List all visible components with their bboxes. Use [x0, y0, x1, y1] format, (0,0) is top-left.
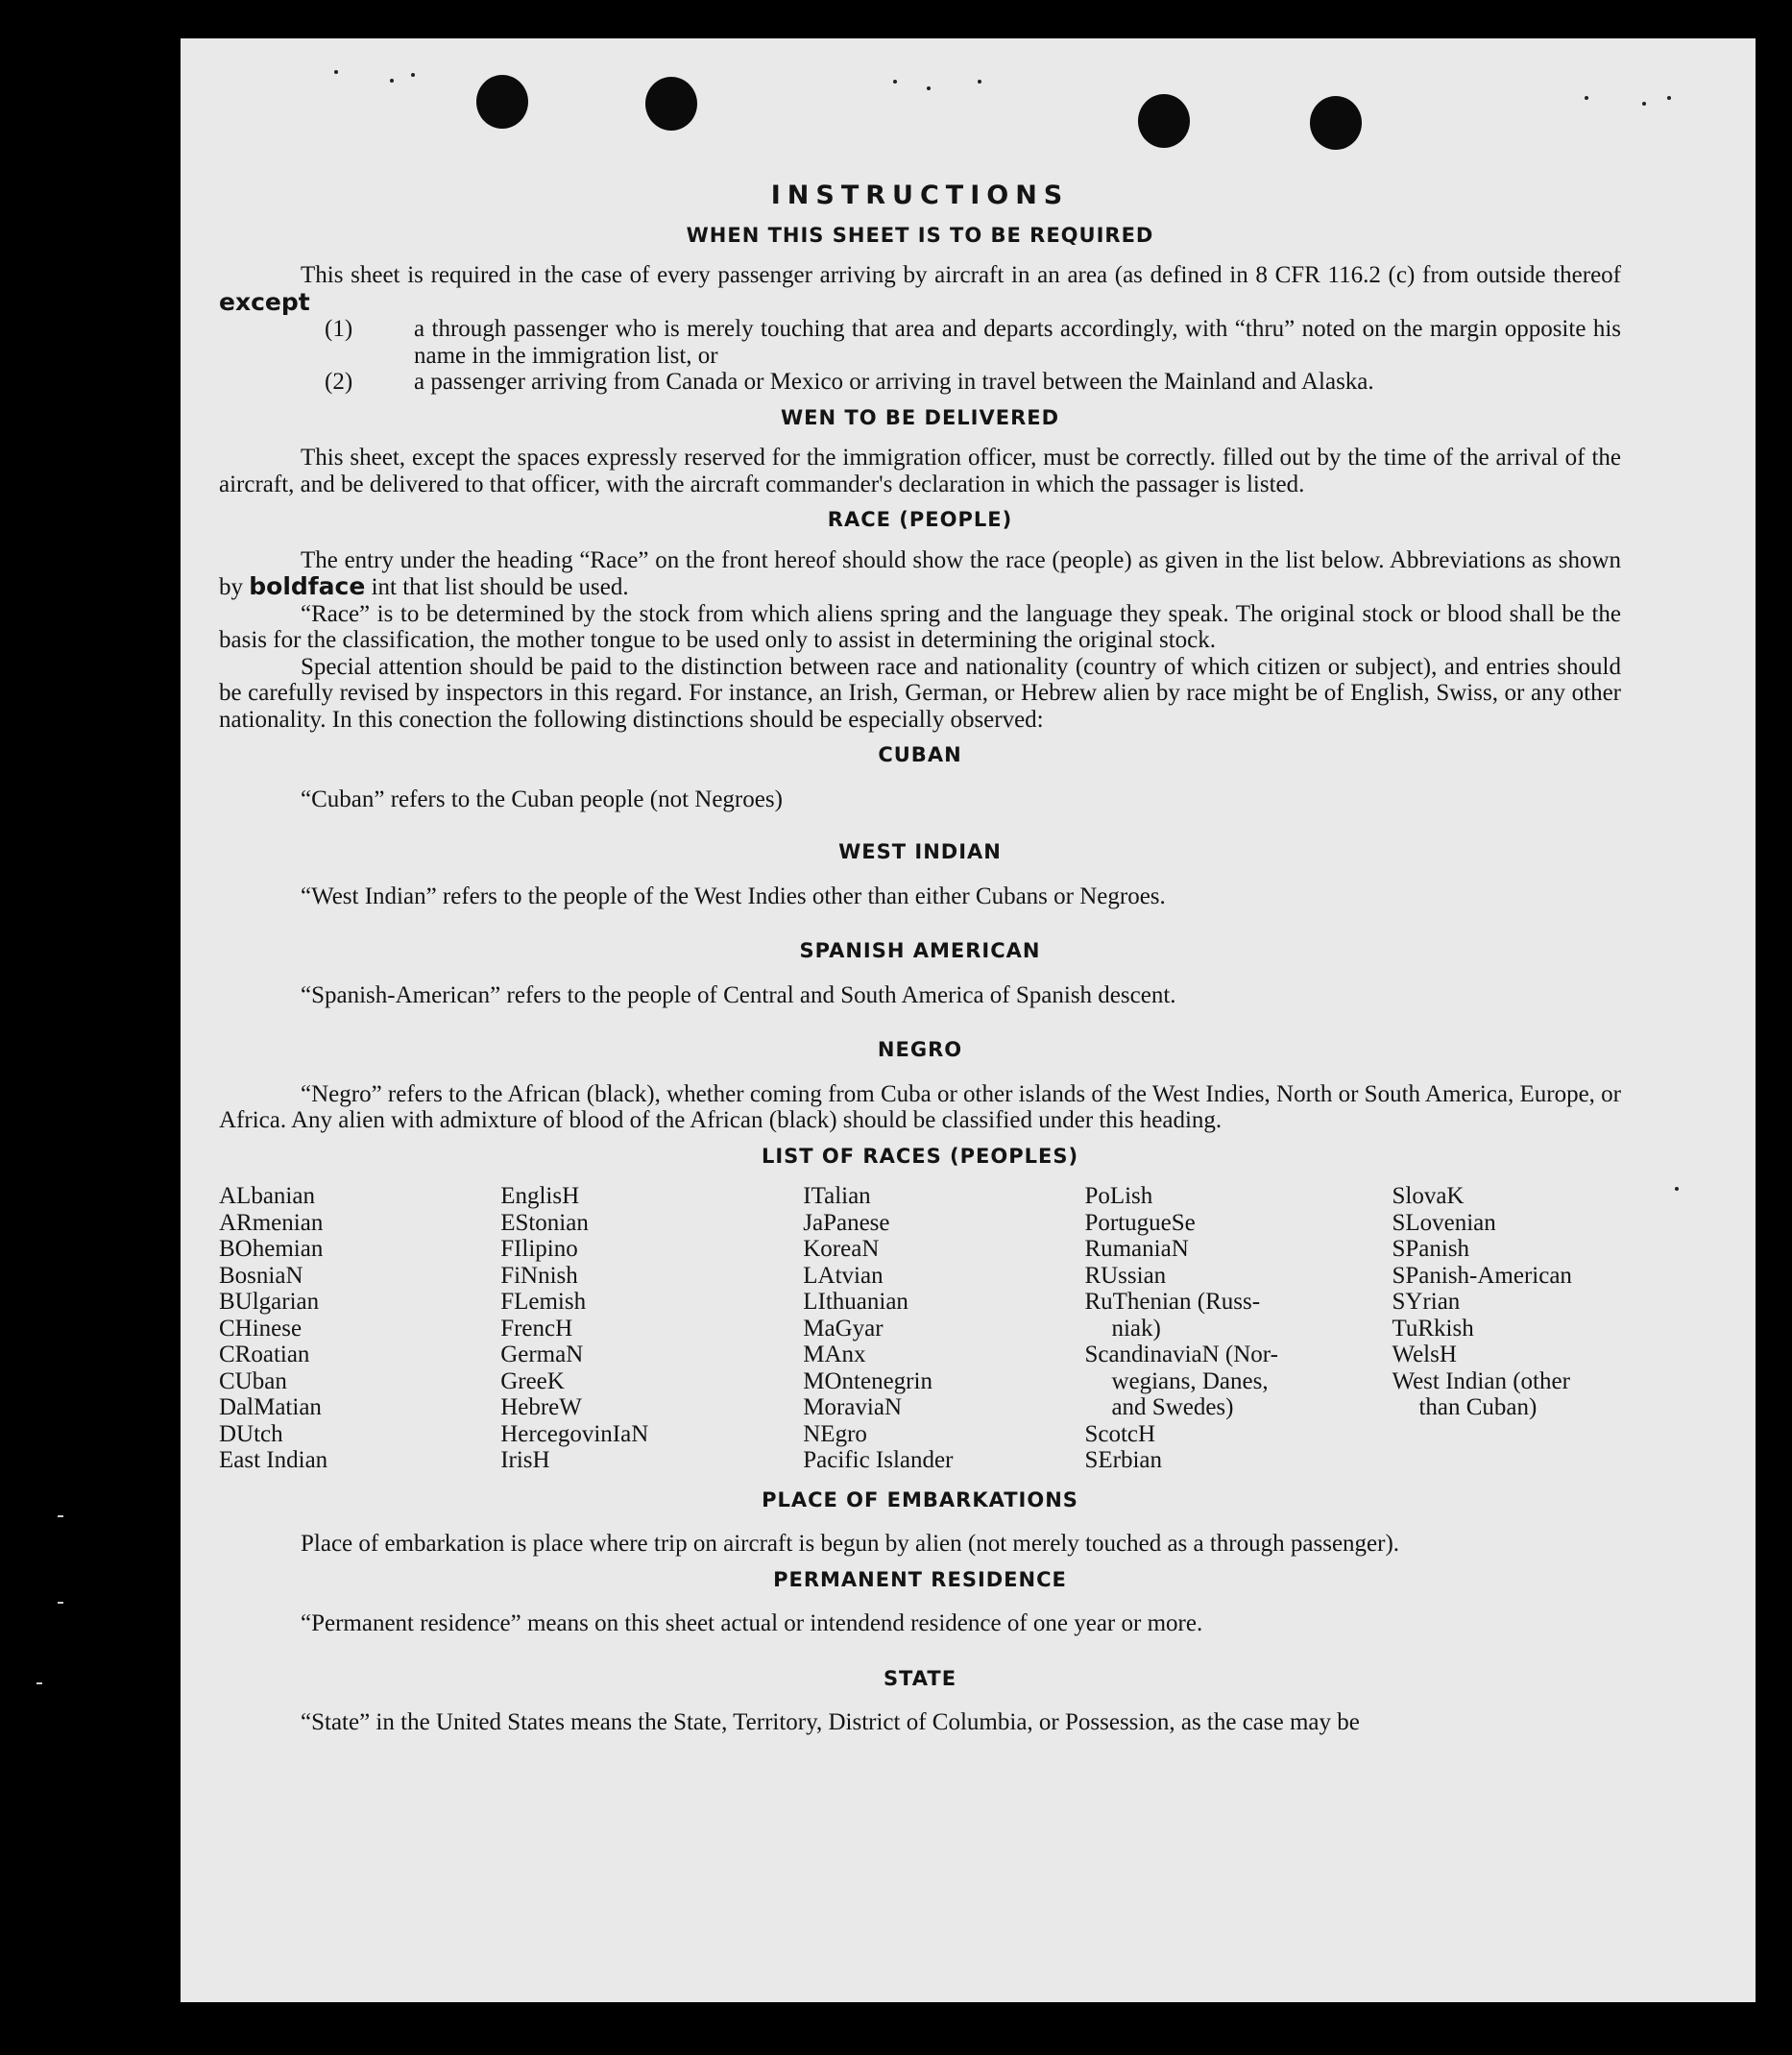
exception-text-1: a through passenger who is merely touching that area and departs accordingly, with “thru” noted on the margin opposite his name in the immigration list, or — [414, 316, 1621, 369]
race-entry: SPanish — [1392, 1236, 1470, 1262]
heading-when-required: WHEN THIS SHEET IS TO BE REQUIRED — [686, 223, 1154, 247]
except-keyword: except — [219, 287, 310, 316]
race-entry: GermaN — [500, 1342, 584, 1367]
heading-embarkation: PLACE OF EMBARKATIONS — [762, 1487, 1078, 1511]
speck-mark — [978, 80, 981, 84]
race-entry: IrisH — [500, 1447, 550, 1473]
heading-permanent-residence: PERMANENT RESIDENCE — [773, 1567, 1067, 1591]
race-entry: ScotcH — [1084, 1420, 1156, 1447]
race-entry-continuation: and Swedes) — [1111, 1394, 1234, 1420]
cuban-paragraph: “Cuban” refers to the Cuban people (not Negroes) — [301, 786, 783, 812]
race-column-3 — [803, 1183, 1084, 1474]
race-entry: LAtvian — [803, 1262, 884, 1289]
exception-number-1: (1) — [325, 316, 353, 342]
race-entry: East Indian — [219, 1447, 328, 1473]
race-entry: LIthuanian — [803, 1289, 908, 1315]
speck-mark — [411, 73, 415, 77]
race-entry: GreeK — [500, 1367, 565, 1394]
race-entry: MOntenegrin — [803, 1367, 932, 1394]
race-entry: FIlipino — [500, 1236, 578, 1262]
race-paragraph-1 — [219, 547, 1621, 601]
spanish-american-paragraph: “Spanish-American” refers to the people of Central and South America of Spanish descent. — [301, 981, 1176, 1008]
instructions-content — [219, 182, 1621, 1736]
race-entry-continuation: than Cuban) — [1418, 1394, 1538, 1420]
film-edge-mark — [36, 1682, 42, 1684]
speck-mark — [1642, 102, 1646, 106]
speck-mark — [893, 80, 897, 84]
film-edge-mark — [58, 1515, 63, 1517]
punch-hole — [645, 77, 697, 131]
when-required-text: This sheet is required in the case of every passenger arriving by aircraft in an area (as defined in 8 CFR 116.2 (c) from outside thereof — [301, 262, 1621, 288]
race-entry: DalMatian — [219, 1394, 322, 1420]
heading-when-delivered: WEN TO BE DELIVERED — [780, 405, 1060, 429]
race-entry: RumaniaN — [1084, 1236, 1189, 1262]
boldface-keyword: boldface — [249, 572, 366, 600]
negro-paragraph: “Negro” refers to the African (black), whether coming from Cuba or other islands of the West Indies, North or South America, Europe, or Africa. Any alien with admixture of blood of the African (black) should be classified under this heading. — [219, 1080, 1621, 1133]
race-entry: CRoatian — [219, 1342, 310, 1367]
exception-item-2 — [219, 369, 1621, 396]
race-entry-continuation: niak) — [1111, 1315, 1161, 1342]
race-text-1: The entry under the heading “Race” on the front hereof should show the race (people) as given in the list below. Abbreviations as shown by — [219, 546, 1621, 600]
race-entry: RUssian — [1084, 1262, 1167, 1289]
race-entry: BosniaN — [219, 1262, 303, 1289]
heading-state: STATE — [883, 1666, 957, 1690]
race-entry: FrencH — [500, 1315, 573, 1342]
speck-mark — [1667, 96, 1671, 100]
race-entry: JaPanese — [803, 1209, 890, 1236]
exception-text-2: a passenger arriving from Canada or Mexico or arriving in travel between the Mainland and Alaska. — [414, 369, 1374, 395]
punch-hole — [1138, 94, 1190, 148]
permanent-residence-paragraph: “Permanent residence” means on this sheet actual or intendend residence of one year or more. — [301, 1610, 1203, 1636]
speck-mark — [334, 70, 338, 74]
exception-item-1 — [219, 316, 1621, 369]
race-entry: CHinese — [219, 1315, 303, 1342]
page-title: INSTRUCTIONS — [770, 181, 1070, 210]
speck-mark — [1585, 96, 1588, 100]
punch-hole — [476, 75, 528, 129]
race-paragraph-3: Special attention should be paid to the distinction between race and nationality (country of which citizen or subject), and entries should be carefully revised by inspectors in this regard. For instance, an Irish, German, or Hebrew alien by race might be of English, Swiss, or any other nationality. In this conection the following distinctions should be especially observed: — [219, 653, 1621, 733]
race-entry: MaGyar — [803, 1315, 884, 1342]
race-list — [219, 1183, 1621, 1474]
race-entry: ALbanian — [219, 1183, 315, 1209]
race-entry: SlovaK — [1392, 1183, 1465, 1209]
heading-list-of-races: LIST OF RACES (PEOPLES) — [761, 1144, 1079, 1168]
when-required-paragraph — [219, 262, 1621, 316]
race-entry: SErbian — [1084, 1447, 1162, 1473]
speck-mark — [1675, 1187, 1679, 1191]
race-entry: HercegovinIaN — [500, 1420, 649, 1447]
race-entry: NEgro — [803, 1420, 867, 1447]
race-column-4 — [1084, 1183, 1392, 1474]
race-column-2 — [500, 1183, 803, 1474]
race-entry: West Indian (other — [1392, 1367, 1570, 1394]
document-page — [181, 38, 1756, 2002]
heading-race: RACE (PEOPLE) — [827, 508, 1013, 531]
when-delivered-paragraph: This sheet, except the spaces expressly reserved for the immigration officer, must be correctly. filled out by the time of the arrival of the aircraft, and be delivered to that officer, with the aircraft commander's declaration in which the passager is listed. — [219, 445, 1621, 497]
race-entry: FLemish — [500, 1289, 587, 1315]
race-entry: RuThenian (Russ- — [1084, 1289, 1261, 1315]
embarkation-paragraph: Place of embarkation is place where trip on aircraft is begun by alien (not merely touched as a through passenger). — [301, 1531, 1400, 1557]
race-entry: ITalian — [803, 1183, 871, 1209]
punch-hole — [1310, 96, 1362, 150]
exception-number-2: (2) — [325, 369, 353, 395]
heading-west-indian: WEST INDIAN — [838, 840, 1002, 863]
state-paragraph: “State” in the United States means the State, Territory, District of Columbia, or Possession, as the case may be — [301, 1709, 1360, 1735]
race-entry: SPanish-American — [1392, 1262, 1572, 1289]
race-entry: EStonian — [500, 1209, 589, 1236]
race-entry: Pacific Islander — [803, 1447, 954, 1473]
race-entry: SLovenian — [1392, 1209, 1496, 1236]
west-indian-paragraph: “West Indian” refers to the people of the West Indies other than either Cubans or Negroes. — [301, 882, 1166, 909]
speck-mark — [927, 86, 931, 90]
heading-negro: NEGRO — [877, 1038, 963, 1061]
race-entry: WelsH — [1392, 1342, 1457, 1367]
race-entry: DUtch — [219, 1420, 283, 1447]
race-column-1 — [219, 1183, 500, 1474]
race-entry: BOhemian — [219, 1236, 324, 1262]
race-entry: PortugueSe — [1084, 1209, 1196, 1236]
race-entry: TuRkish — [1392, 1315, 1474, 1342]
film-edge-mark — [58, 1602, 63, 1604]
race-entry: ARmenian — [219, 1209, 324, 1236]
race-entry: MAnx — [803, 1342, 866, 1367]
race-entry: CUban — [219, 1367, 287, 1394]
race-entry: PoLish — [1084, 1183, 1153, 1209]
race-entry-continuation: wegians, Danes, — [1111, 1367, 1269, 1394]
race-entry: EnglisH — [500, 1183, 580, 1209]
heading-spanish-american: SPANISH AMERICAN — [799, 939, 1041, 962]
race-entry: SYrian — [1392, 1289, 1461, 1315]
race-entry: BUlgarian — [219, 1289, 320, 1315]
race-entry: MoraviaN — [803, 1394, 902, 1420]
race-entry: HebreW — [500, 1394, 582, 1420]
heading-cuban: CUBAN — [878, 743, 962, 766]
speck-mark — [390, 79, 394, 83]
race-entry: FiNnish — [500, 1262, 578, 1289]
race-paragraph-2: “Race” is to be determined by the stock from which aliens spring and the language they speak. The original stock or blood shall be the basis for the classification, the mother tongue to be used only to assist in determining the original stock. — [219, 600, 1621, 653]
race-entry: ScandinaviaN (Nor- — [1084, 1342, 1278, 1367]
race-column-5 — [1392, 1183, 1621, 1474]
race-text-1b: int that list should be used. — [371, 574, 629, 600]
race-entry: KoreaN — [803, 1236, 880, 1262]
